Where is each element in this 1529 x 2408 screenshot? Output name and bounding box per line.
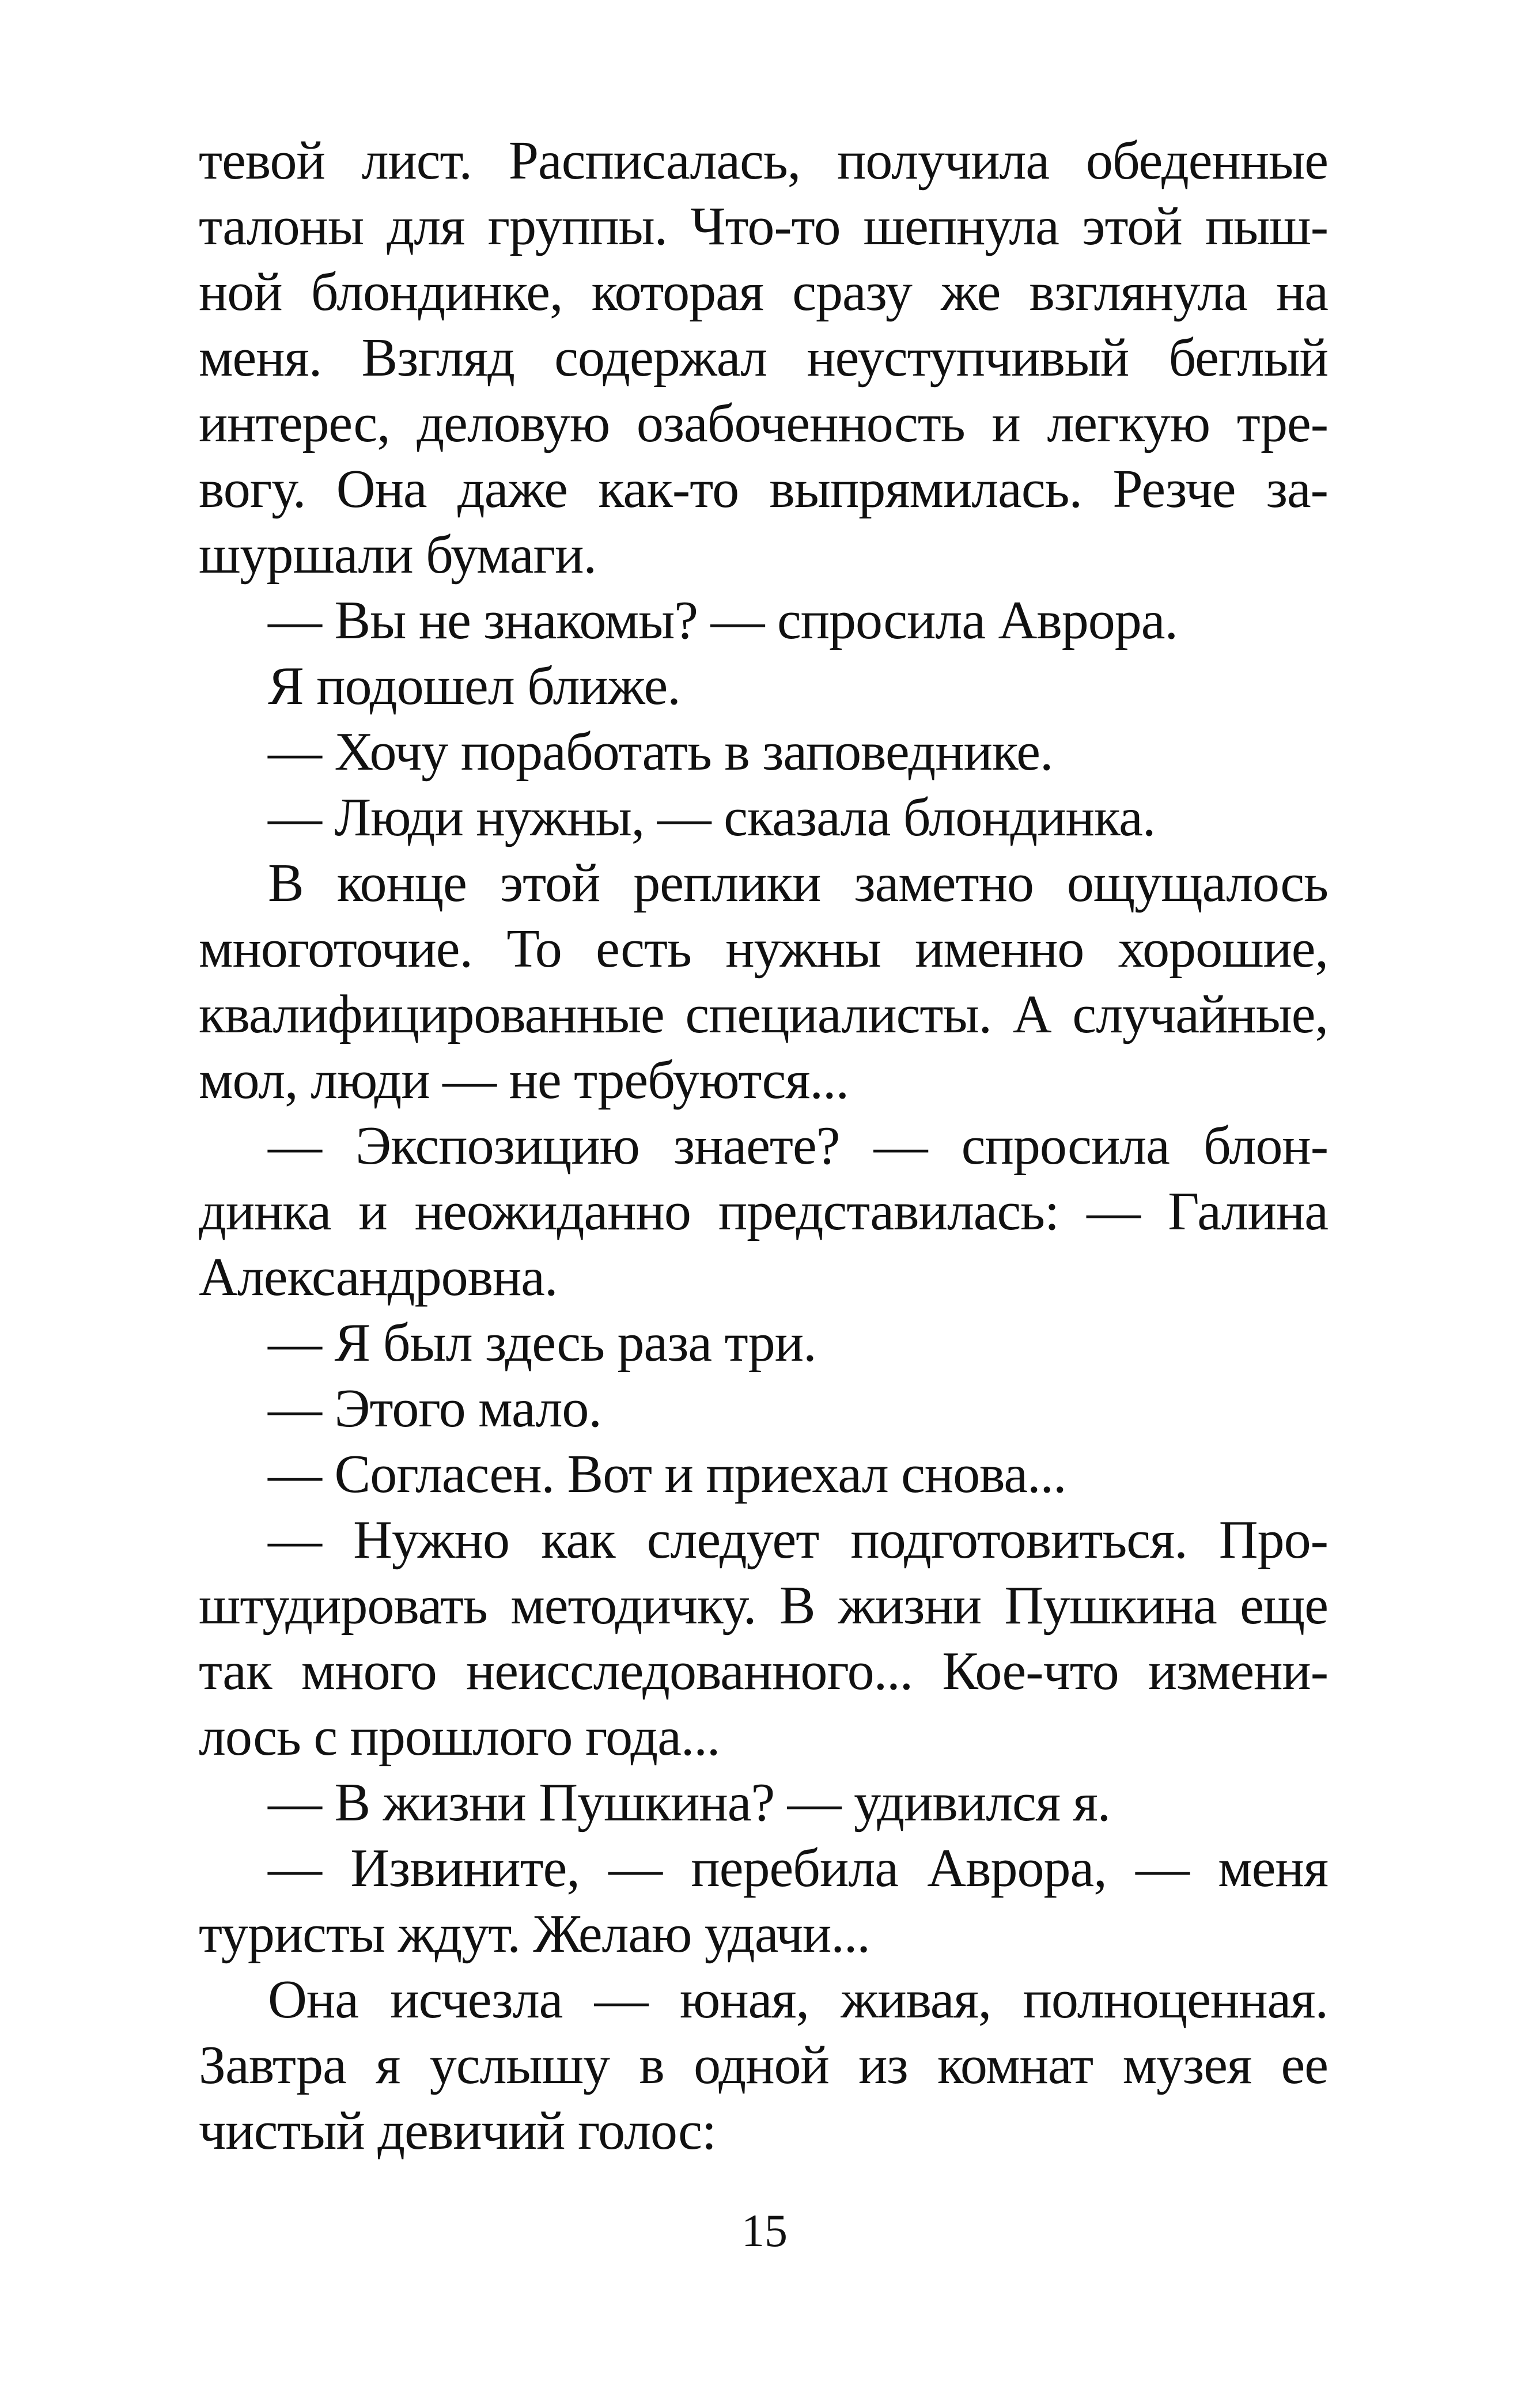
text-line: динка и неожиданно представилась: — Галина <box>199 1182 1328 1241</box>
text-line: — Экспозицию знаете? — спросила блон- <box>268 1116 1328 1176</box>
text-line: — Я был здесь раза три. <box>268 1313 816 1373</box>
text-line: интерес, деловую озабоченность и легкую тре- <box>199 393 1328 453</box>
text-line: так много неисследованного... Кое-что измени- <box>199 1641 1328 1701</box>
body-text <box>199 128 1328 2164</box>
text-line: Она исчезла — юная, живая, полноценная. <box>268 1970 1328 2030</box>
text-line: — Извините, — перебила Аврора, — меня <box>268 1838 1328 1898</box>
text-line: чистый девичий голос: <box>199 2101 717 2161</box>
text-line: — Хочу поработать в заповеднике. <box>268 722 1053 782</box>
text-line: квалифицированные специалисты. А случайные, <box>199 985 1328 1044</box>
text-line: В конце этой реплики заметно ощущалось <box>268 853 1328 913</box>
text-line: талоны для группы. Что-то шепнула этой пыш- <box>199 196 1328 256</box>
text-line: — Согласен. Вот и приехал снова... <box>268 1444 1066 1504</box>
text-line: — Люди нужны, — сказала блондинка. <box>268 787 1156 847</box>
text-line: — Нужно как следует подготовиться. Про- <box>268 1510 1328 1570</box>
text-line: ной блондинке, которая сразу же взглянула на <box>199 262 1328 322</box>
text-line: меня. Взгляд содержал неуступчивый беглый <box>199 328 1328 388</box>
text-line: — Этого мало. <box>268 1379 601 1438</box>
text-line: — Вы не знакомы? — спросила Аврора. <box>268 590 1178 650</box>
text-line: Завтра я услышу в одной из комнат музея ее <box>199 2035 1328 2095</box>
text-line: Я подошел ближе. <box>268 656 680 716</box>
text-line: шуршали бумаги. <box>199 525 596 585</box>
text-line: туристы ждут. Желаю удачи... <box>199 1904 870 1964</box>
page-number: 15 <box>741 2206 788 2256</box>
text-line: лось с прошлого года... <box>199 1707 720 1767</box>
text-line: многоточие. То есть нужны именно хорошие, <box>199 919 1328 979</box>
text-line: Александровна. <box>199 1247 558 1307</box>
text-line: вогу. Она даже как-то выпрямилась. Резче за- <box>199 459 1328 519</box>
text-line: — В жизни Пушкина? — удивился я. <box>268 1773 1111 1832</box>
text-line: штудировать методичку. В жизни Пушкина еще <box>199 1576 1328 1635</box>
text-line: мол, люди — не требуются... <box>199 1050 849 1110</box>
text-line: тевой лист. Расписалась, получила обеденные <box>199 131 1328 191</box>
